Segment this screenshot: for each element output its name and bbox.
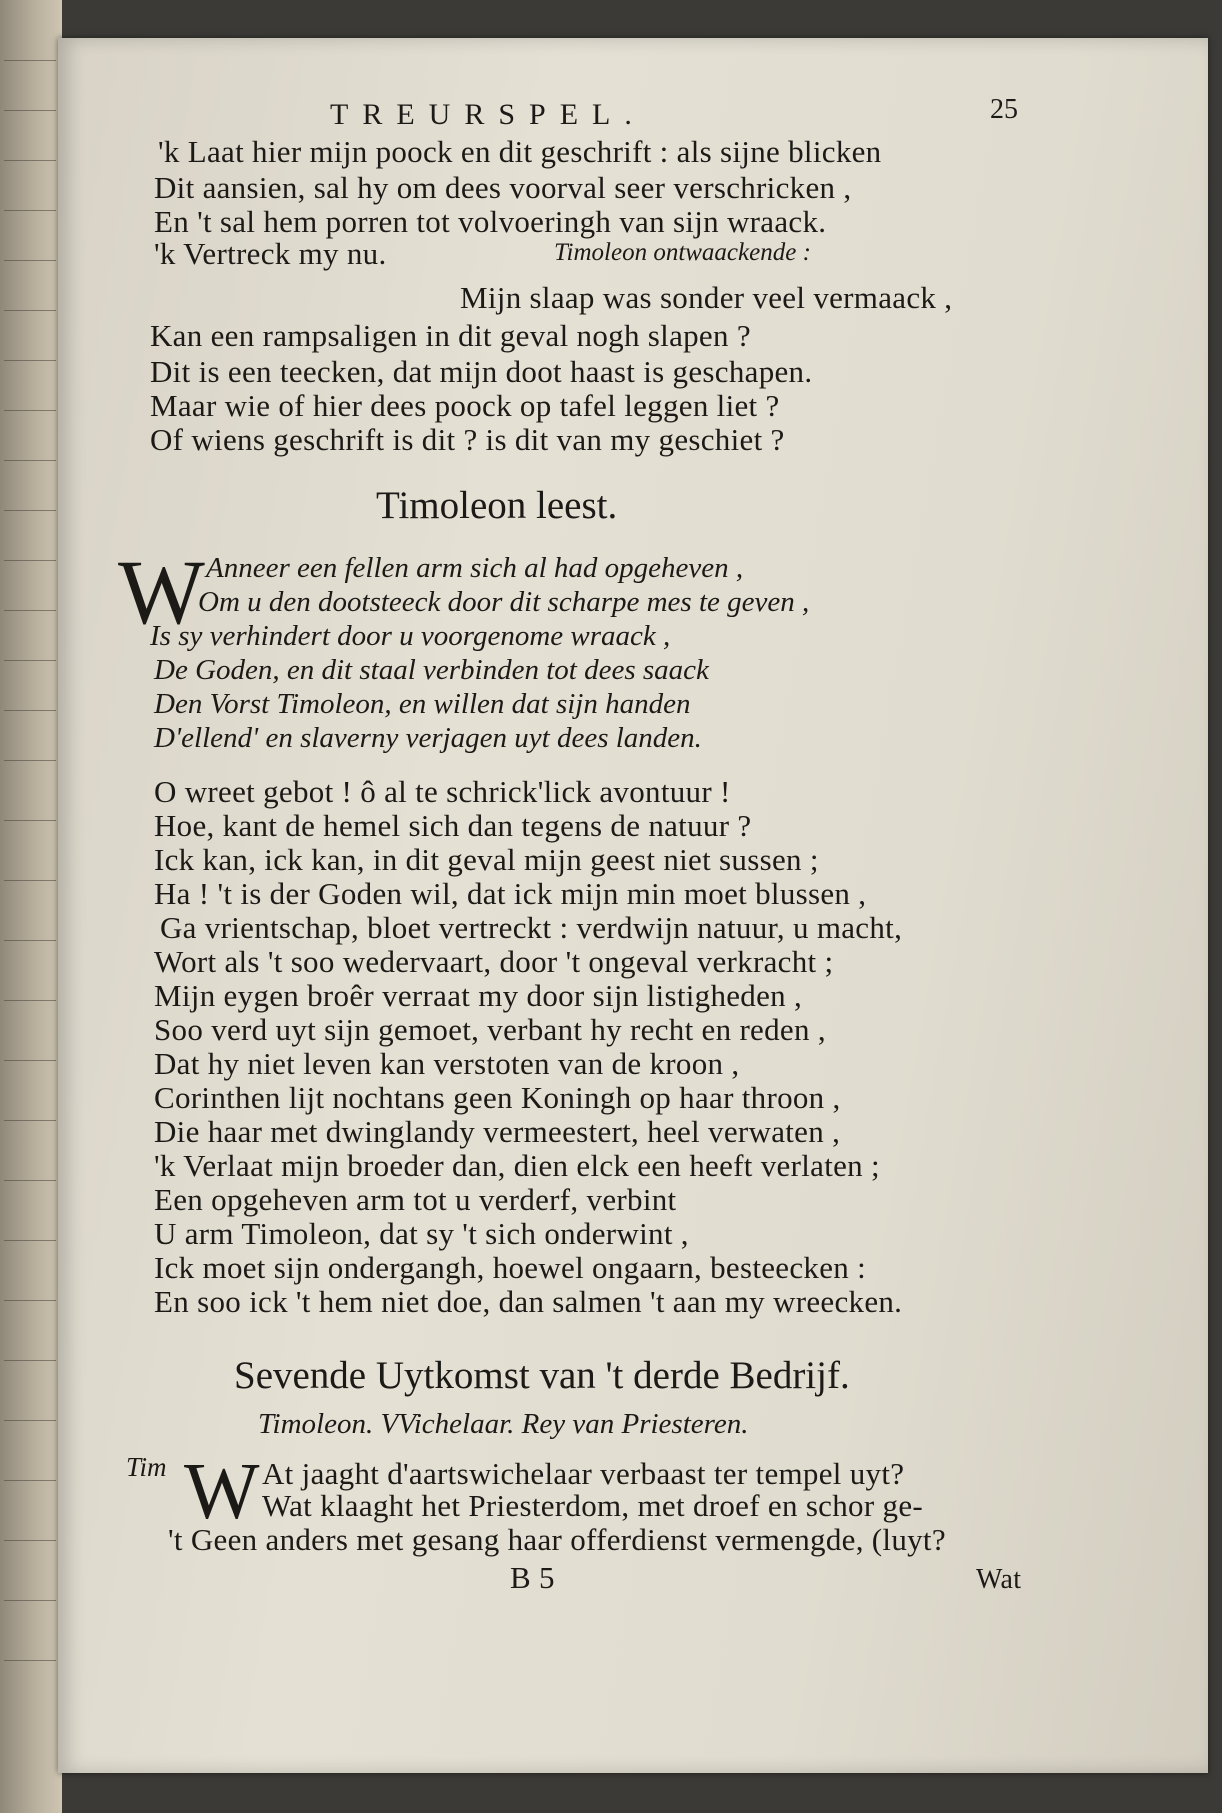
book-page — [58, 38, 1208, 1773]
verse-line: Ha ! 't is der Goden wil, dat ick mijn min moet blussen , — [154, 876, 867, 911]
letter-line: Anneer een fellen arm sich al had opgeheven , — [206, 552, 744, 584]
verse-line: 'k Verlaat mijn broeder dan, dien elck een heeft verlaten ; — [154, 1148, 880, 1183]
verse-line: Soo verd uyt sijn gemoet, verbant hy recht en reden , — [154, 1012, 826, 1047]
verse-line: U arm Timoleon, dat sy 't sich onderwint , — [154, 1216, 689, 1251]
verse-line: 'k Vertreck my nu. — [154, 236, 387, 271]
verse-line: Ick kan, ick kan, in dit geval mijn geest niet sussen ; — [154, 842, 819, 877]
verse-line: Of wiens geschrift is dit ? is dit van my geschiet ? — [150, 422, 785, 457]
verse-line: Mijn slaap was sonder veel vermaack , — [460, 280, 953, 315]
letter-line: D'ellend' en slaverny verjagen uyt dees landen. — [154, 722, 702, 754]
letter-line: Den Vorst Timoleon, en willen dat sijn handen — [154, 688, 691, 720]
verse-line: Dit aansien, sal hy om dees voorval seer verschricken , — [154, 170, 852, 205]
catchword: Wat — [976, 1564, 1022, 1595]
section-heading: Timoleon leest. — [376, 484, 618, 527]
facing-page-edge — [0, 0, 62, 1813]
letter-line: Is sy verhindert door u voorgenome wraack , — [150, 620, 671, 652]
verse-line: Kan een rampsaligen in dit geval nogh slapen ? — [150, 318, 751, 353]
verse-line: O wreet gebot ! ô al te schrick'lick avontuur ! — [154, 774, 731, 809]
verse-line: En 't sal hem porren tot volvoeringh van sijn wraack. — [154, 204, 827, 239]
verse-line: Ick moet sijn ondergangh, hoewel ongaarn, besteecken : — [154, 1250, 867, 1285]
scene-heading: Sevende Uytkomst van 't derde Bedrijf. — [234, 1354, 850, 1397]
verse-line: Ga vrientschap, bloet vertreckt : verdwijn natuur, u macht, — [160, 910, 903, 945]
verse-line: 't Geen anders met gesang haar offerdienst vermengde, (luyt? — [168, 1522, 946, 1557]
stage-direction: Timoleon ontwaackende : — [554, 239, 811, 266]
running-head: TREURSPEL. — [330, 98, 646, 131]
verse-line: At jaaght d'aartswichelaar verbaast ter tempel uyt? — [262, 1456, 905, 1491]
letter-line: Om u den dootsteeck door dit scharpe mes te geven , — [198, 586, 810, 618]
verse-line: Die haar met dwinglandy vermeestert, heel verwaten , — [154, 1114, 841, 1149]
letter-line: De Goden, en dit staal verbinden tot dees saack — [154, 654, 709, 686]
verse-line: Hoe, kant de hemel sich dan tegens de natuur ? — [154, 808, 752, 843]
page-number: 25 — [990, 94, 1018, 125]
signature-mark: B 5 — [510, 1560, 555, 1595]
verse-line: Mijn eygen broêr verraat my door sijn listigheden , — [154, 978, 803, 1013]
drop-cap: W — [118, 541, 205, 643]
verse-line: Wort als 't soo wedervaart, door 't ongeval verkracht ; — [154, 944, 834, 979]
verse-line: Dit is een teecken, dat mijn doot haast is geschapen. — [150, 354, 813, 389]
verse-line: 'k Laat hier mijn poock en dit geschrift : als sijne blicken — [158, 134, 882, 169]
verse-line: En soo ick 't hem niet doe, dan salmen 't aan my wreecken. — [154, 1284, 903, 1319]
verse-line: Wat klaaght het Priesterdom, met droef en schor ge- — [262, 1488, 924, 1523]
verse-line: Een opgeheven arm tot u verderf, verbint — [154, 1182, 677, 1217]
verse-line: Corinthen lijt nochtans geen Koningh op haar throon , — [154, 1080, 841, 1115]
verse-line: Maar wie of hier dees poock op tafel leggen liet ? — [150, 388, 780, 423]
drop-cap: W — [184, 1448, 260, 1536]
speaker-label: Tim — [126, 1452, 167, 1482]
verse-line: Dat hy niet leven kan verstoten van de kroon , — [154, 1046, 740, 1081]
cast-line: Timoleon. VVichelaar. Rey van Priesteren. — [258, 1408, 749, 1440]
